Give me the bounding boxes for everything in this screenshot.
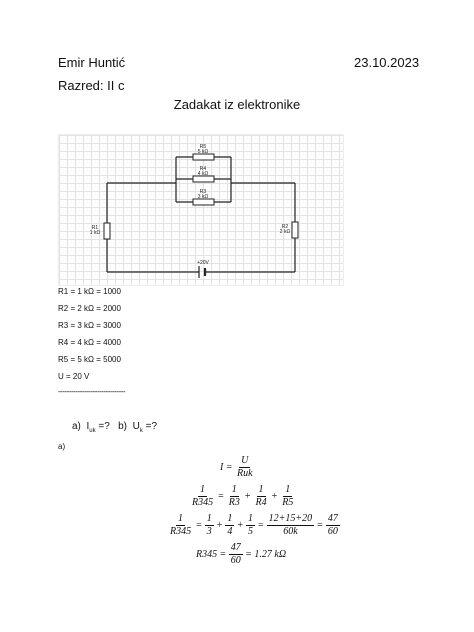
equation-current	[220, 456, 255, 479]
question-b-symbol: U	[132, 421, 140, 432]
question-b-sub: k	[139, 428, 143, 434]
plus-sign: +	[216, 520, 223, 531]
eq3-term-a	[205, 514, 214, 537]
equation-r345-result	[196, 543, 286, 566]
r4-name: R4	[199, 166, 207, 172]
equals-sign: =	[226, 462, 232, 473]
eq3-c-num: 1	[248, 513, 254, 524]
given-r5: R5 = 5 kΩ = 5000	[58, 355, 121, 364]
given-r2: R2 = 2 kΩ = 2000	[58, 304, 121, 313]
given-r4: R4 = 4 kΩ = 4000	[58, 338, 121, 347]
equation-parallel-symbolic	[190, 485, 295, 508]
eq2-lhs-den: R345	[192, 497, 214, 508]
r1-name: R1	[91, 225, 99, 231]
questions	[72, 421, 157, 434]
eq2-lhs-num: 1	[200, 484, 206, 495]
source-label: +20V	[197, 260, 209, 266]
eq3-d-num: 12+15+20	[268, 513, 313, 524]
eq2-t1-den: R3	[228, 497, 240, 508]
r5-name: R5	[199, 144, 207, 150]
r3-name: R3	[199, 189, 207, 195]
answer-a-label: a)	[58, 442, 66, 451]
question-b-rest: =?	[142, 421, 158, 432]
eq3-term-e	[326, 514, 340, 537]
plus-sign: +	[271, 491, 278, 502]
eq4-rhs: 1.27 kΩ	[254, 549, 287, 560]
eq2-lhs-fraction	[190, 485, 215, 508]
eq2-t1-num: 1	[231, 484, 237, 495]
equals-sign: =	[317, 520, 323, 531]
eq1-den: Ruk	[236, 468, 253, 479]
eq4-fraction	[229, 543, 243, 566]
question-a-sub: uk	[89, 428, 96, 434]
equals-sign: =	[196, 520, 202, 531]
eq2-t3-den: R5	[282, 497, 294, 508]
eq2-t2-den: R4	[255, 497, 267, 508]
eq3-e-den: 60	[327, 526, 338, 537]
question-a-symbol: I	[86, 421, 90, 432]
given-r3: R3 = 3 kΩ = 3000	[58, 321, 121, 330]
eq3-b-num: 1	[227, 513, 233, 524]
eq3-lhs-fraction	[168, 514, 193, 537]
plus-sign: +	[244, 491, 251, 502]
eq3-a-num: 1	[206, 513, 212, 524]
given-r1: R1 = 1 kΩ = 1000	[58, 287, 121, 296]
author-name: Emir Huntić	[58, 55, 126, 70]
separator-line: -------------------------------	[58, 387, 126, 396]
battery-symbol	[199, 266, 205, 278]
eq4-num: 47	[230, 542, 241, 553]
r2-value: 2 kΩ	[279, 229, 291, 235]
equals-sign: =	[245, 549, 252, 560]
circuit-diagram	[58, 134, 344, 286]
eq1-num: U	[241, 455, 249, 466]
question-a-label: a)	[72, 421, 81, 432]
r1-value: 1 kΩ	[89, 230, 101, 236]
r5-value: 5 kΩ	[197, 149, 209, 155]
resistor-r2	[292, 222, 298, 238]
eq3-term-c	[246, 514, 255, 537]
equals-sign: =	[218, 491, 224, 502]
r2-name: R2	[281, 224, 289, 230]
equation-parallel-numeric	[168, 514, 340, 537]
equals-sign: =	[220, 549, 226, 560]
question-a-rest: =?	[95, 421, 110, 432]
given-u: U = 20 V	[58, 372, 90, 381]
eq2-t2-num: 1	[258, 484, 264, 495]
plus-sign: +	[237, 520, 244, 531]
r3-value: 3 kΩ	[197, 194, 209, 200]
eq1-fraction	[235, 456, 255, 479]
eq2-term3	[280, 485, 295, 508]
date: 23.10.2023	[354, 55, 420, 70]
equals-sign: =	[258, 520, 264, 531]
eq3-lhs-den: R345	[170, 526, 192, 537]
question-b-label: b)	[118, 421, 128, 432]
eq3-lhs-num: 1	[178, 513, 184, 524]
eq2-t3-num: 1	[285, 484, 291, 495]
eq3-d-den: 60k	[283, 526, 298, 537]
eq3-term-b	[225, 514, 234, 537]
eq3-b-den: 4	[227, 526, 233, 537]
eq3-c-den: 5	[248, 526, 254, 537]
eq3-e-num: 47	[327, 513, 338, 524]
circuit-schematic	[59, 135, 343, 285]
document-title: Zadakat iz elektronike	[173, 97, 301, 112]
eq3-term-d	[267, 514, 315, 537]
r4-value: 4 kΩ	[197, 171, 209, 177]
class-label: Razred: II c	[58, 78, 125, 93]
eq2-term1	[227, 485, 242, 508]
resistor-r1	[104, 223, 110, 239]
eq2-term2	[254, 485, 269, 508]
eq1-lhs: I	[220, 462, 224, 473]
eq3-a-den: 3	[206, 526, 212, 537]
eq4-den: 60	[230, 555, 241, 566]
eq4-lhs: R345	[196, 549, 218, 560]
